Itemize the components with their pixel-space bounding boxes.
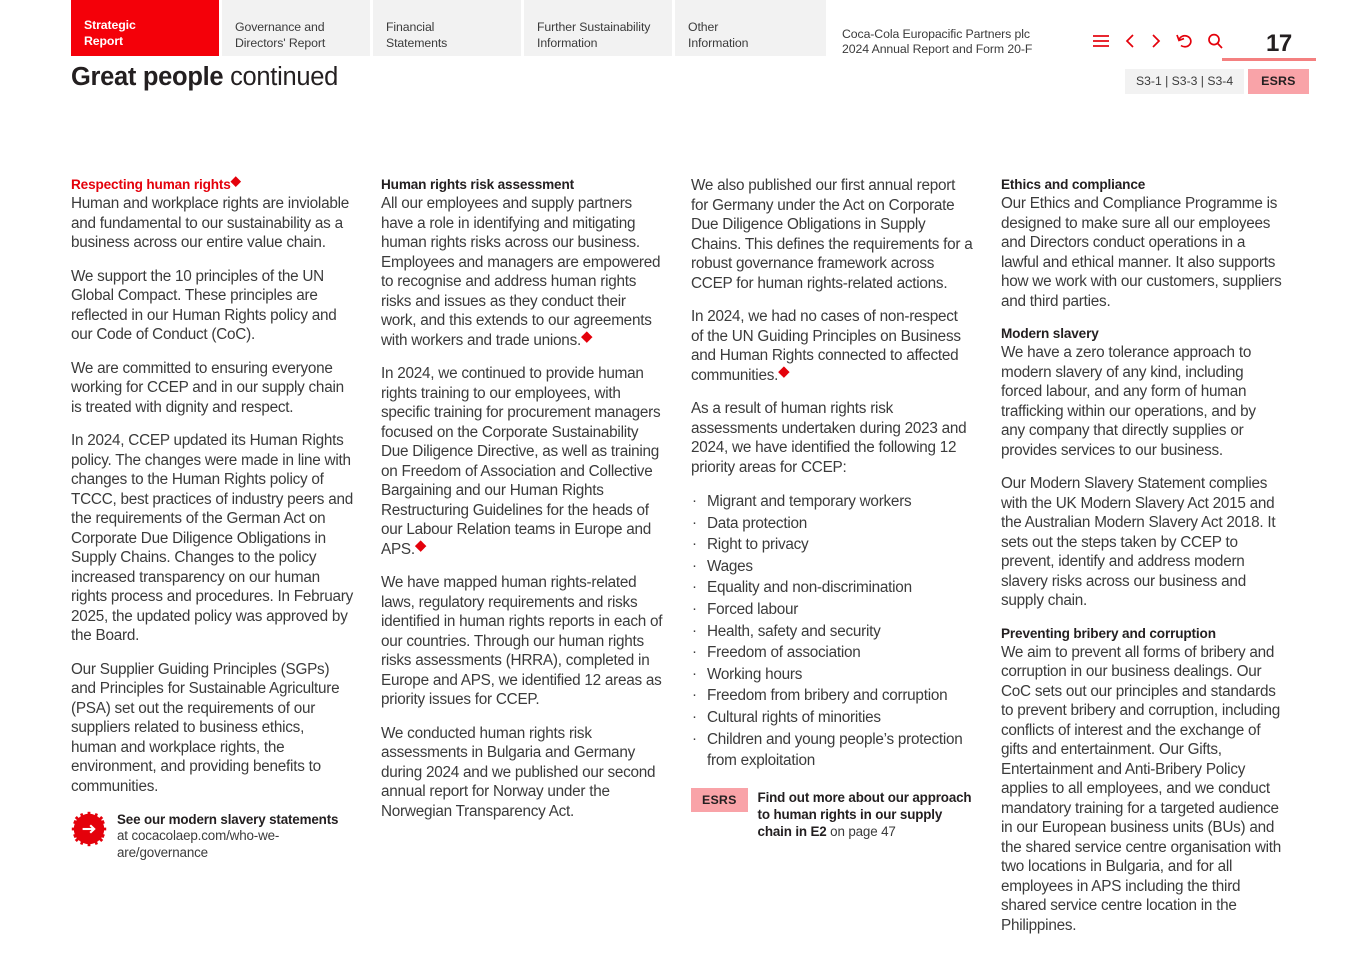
- page-title-bold: Great people: [71, 63, 224, 91]
- chevron-right-icon[interactable]: [1150, 33, 1162, 49]
- section-heading-ethics-and-compliance: Ethics and compliance: [1001, 177, 1146, 192]
- section-heading-human-rights-risk-assessment: Human rights risk assessment: [381, 177, 574, 192]
- paragraph: We also published our first annual report for Germany under the Act on Corporate Due Diligence Obligations in Supply Chains. This defines the requirements for a robust governance framework across CCEP for human rights-related actions.: [691, 177, 973, 292]
- search-icon[interactable]: [1207, 33, 1223, 49]
- content-columns: [71, 173, 1298, 949]
- list-item: · Freedom of association: [691, 642, 973, 664]
- paragraph: We have a zero tolerance approach to modern slavery of any kind, including forced labour, and any form of human trafficking within our operations, and by any company that directly supplies or provides services to our business.: [1001, 344, 1256, 459]
- page-number: 17: [1266, 30, 1292, 57]
- list-item: · Children and young people’s protection from exploitation: [691, 729, 973, 772]
- navigation-icon-group: [1092, 33, 1223, 49]
- list-item: · Forced labour: [691, 599, 973, 621]
- chevron-left-icon[interactable]: [1124, 33, 1136, 49]
- tab-governance-and-directors-report[interactable]: [222, 0, 373, 56]
- paragraph: As a result of human rights risk assessments undertaken during 2023 and 2024, we have identified the following 12 priority areas for CCEP:: [691, 400, 967, 476]
- tab-label: Strategic Report: [84, 18, 136, 48]
- list-item: · Freedom from bribery and corruption: [691, 685, 973, 707]
- column-3: [691, 176, 973, 949]
- paragraph: We aim to prevent all forms of bribery and corruption in our business dealings. Our CoC sets out our principles and standards to prevent bribery and corruption, including conflicts of interest and the exchange of gifts and entertainment. Our Gifts, Entertainment and Anti-Bribery Policy applies to all employees, and we conduct mandatory training for a targeted audience in our European business units (BUs) and the shared service centre organisation with two locations in Bulgaria, and for all employees in APS including the third shared service centre location in the Philippines.: [1001, 643, 1282, 934]
- section-heading-respecting-human-rights: [71, 173, 353, 193]
- column-1: [71, 173, 353, 949]
- footnote-marker: ◆: [580, 327, 593, 345]
- tab-label: Governance and Directors' Report: [235, 20, 326, 50]
- tab-strategic-report[interactable]: [71, 0, 222, 56]
- paragraph: We support the 10 principles of the UN Global Compact. These principles are reflected in our Human Rights policy and our Code of Conduct (CoC).: [71, 267, 337, 343]
- document-title: Coca-Cola Europacific Partners plc 2024 Annual Report and Form 20-F: [842, 27, 1033, 57]
- list-item: · Working hours: [691, 664, 973, 686]
- tab-financial-statements[interactable]: [373, 0, 524, 56]
- priority-areas-list: [691, 491, 973, 772]
- column-4: [1001, 176, 1283, 949]
- esrs-callout-text: [758, 788, 973, 841]
- paragraph: Our Supplier Guiding Principles (SGPs) and Principles for Sustainable Agriculture (PSA) set out the requirements of our suppliers related to business ethics, human and workplace rights, the environment, and providing benefits to communities.: [71, 660, 340, 795]
- footnote-marker: ◆: [778, 362, 790, 380]
- cta-title: See our modern slavery statements: [117, 812, 339, 827]
- section-heading-text: Respecting human rights: [71, 177, 231, 192]
- tab-label: Other Information: [688, 20, 749, 50]
- paragraph: [381, 194, 663, 350]
- cta-text-block: [117, 810, 353, 861]
- list-item: · Right to privacy: [691, 534, 973, 556]
- tab-label: Financial Statements: [386, 20, 448, 50]
- top-navigation-bar: [0, 0, 1365, 56]
- paragraph-text: In 2024, we had no cases of non-respect of the UN Guiding Principles on Business and Human Rights connected to affected communities.: [691, 308, 961, 384]
- list-item: · Health, safety and security: [691, 621, 973, 643]
- paragraph: Human and workplace rights are inviolable and fundamental to our sustainability as a business across our entire value chain.: [71, 195, 349, 251]
- column-2: [381, 176, 663, 949]
- undo-icon[interactable]: [1176, 33, 1193, 49]
- page-title-continued: continued: [230, 63, 338, 91]
- paragraph-text: In 2024, we continued to provide human rights training to our employees, with specific training for procurement managers focused on the Corporate Sustainability Due Diligence Directive, as well as training on Freedom of Association and Collective Bargaining and our Human Rights Restructuring Guidelines for the heads of our Labour Relation teams in Europe and APS.: [381, 365, 661, 558]
- page-title: [71, 62, 338, 92]
- section-tabs: [71, 0, 826, 56]
- section-heading-preventing-bribery-and-corruption: Preventing bribery and corruption: [1001, 625, 1216, 641]
- esrs-badge-group: [1125, 69, 1309, 94]
- esrs-callout-page: on page 47: [826, 824, 896, 840]
- list-item: · Data protection: [691, 513, 973, 535]
- paragraph-text: All our employees and supply partners have a role in identifying and mitigating human rights risks across our business. Employees and managers are empowered to recognise and address human rights risks and issues as they conduct their work, and this extends to our agreements with workers and trade unions.: [381, 195, 661, 349]
- menu-icon[interactable]: [1092, 34, 1110, 48]
- esrs-callout[interactable]: [691, 788, 973, 841]
- list-item: · Cultural rights of minorities: [691, 707, 973, 729]
- esrs-badge: ESRS: [1248, 69, 1309, 94]
- paragraph: In 2024, CCEP updated its Human Rights policy. The changes were made in line with changes to the Human Rights policy of TCCC, best practices of industry peers and the requirements of the German Act on Corporate Due Diligence Obligations in Supply Chains. Changes to the policy increased transparency on our human rights process and procedures. In February 2025, the updated policy was approved by the Board.: [71, 432, 353, 644]
- tab-other-information[interactable]: [675, 0, 826, 56]
- footnote-marker: ◆: [414, 536, 427, 554]
- cta-subtitle: at cocacolaep.com/who-we-are/governance: [117, 828, 280, 860]
- paragraph: [381, 364, 663, 559]
- modern-slavery-link[interactable]: [71, 810, 353, 861]
- paragraph: We are committed to ensuring everyone working for CCEP and in our supply chain is treated with dignity and respect.: [71, 359, 344, 416]
- list-item: · Equality and non-discrimination: [691, 577, 973, 599]
- list-item: · Wages: [691, 556, 973, 578]
- esrs-callout-bold: Find out more about our approach to human rights in our supply chain in E2: [757, 789, 972, 840]
- paragraph: [691, 307, 973, 385]
- page-number-underline: [1222, 58, 1316, 61]
- tab-label: Further Sustainability Information: [537, 20, 651, 50]
- list-item: · Migrant and temporary workers: [691, 491, 973, 513]
- paragraph: Our Modern Slavery Statement complies with the UK Modern Slavery Act 2015 and the Australian Modern Slavery Act 2018. It sets out the steps taken by CCEP to prevent, identify and address modern slavery risks across our business and supply chain.: [1001, 475, 1276, 609]
- tab-further-sustainability-information[interactable]: [524, 0, 675, 56]
- footnote-marker: ◆: [230, 173, 241, 188]
- paragraph: We have mapped human rights-related laws, regulatory requirements and risks identified in human rights reports in each of our countries. Through our human rights risks assessments (HRRA), completed in Europe and APS, we identified 12 areas as priority issues for CCEP.: [381, 574, 663, 708]
- arrow-right-circle-icon: [71, 811, 107, 847]
- section-heading-modern-slavery: Modern slavery: [1001, 326, 1099, 341]
- disclosure-codes-badge: S3-1 | S3-3 | S3-4: [1125, 69, 1244, 94]
- paragraph: We conducted human rights risk assessments in Bulgaria and Germany during 2024 and we published our second annual report for Norway under the Norwegian Transparency Act.: [381, 724, 656, 820]
- paragraph: Our Ethics and Compliance Programme is designed to make sure all our employees and Directors conduct operations in a lawful and ethical manner. It also supports how we work with our customers, suppliers and third parties.: [1001, 195, 1282, 310]
- esrs-callout-tag: ESRS: [691, 788, 748, 812]
